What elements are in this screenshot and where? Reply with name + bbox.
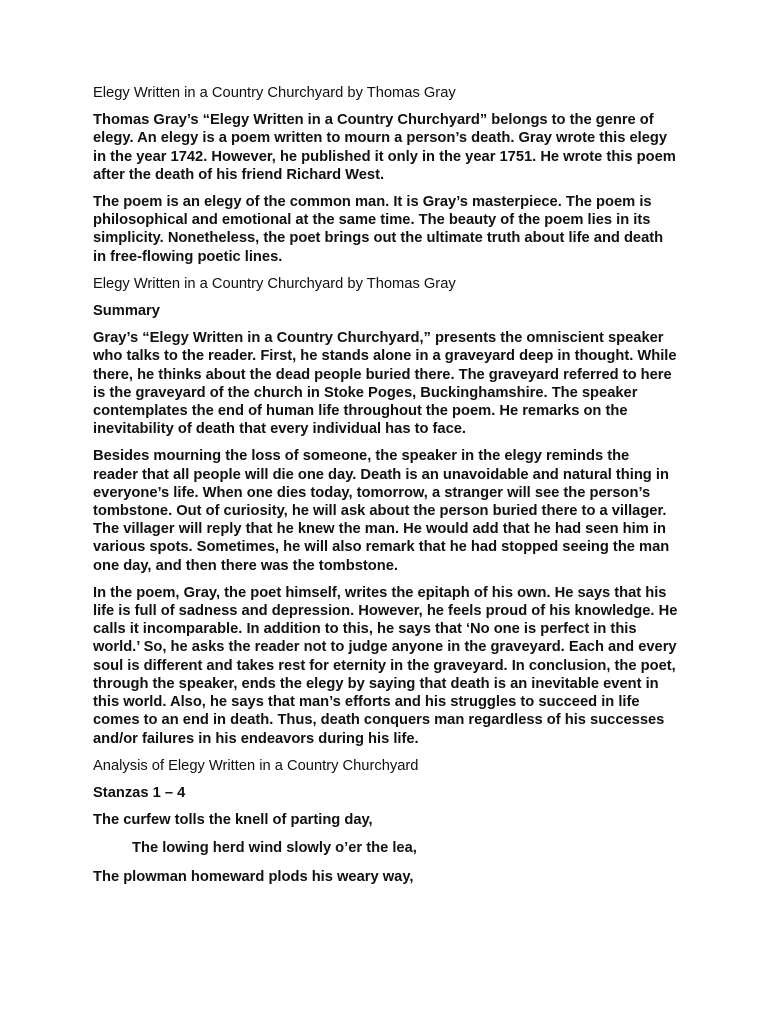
verse-line-1: The curfew tolls the knell of parting day, xyxy=(93,812,373,829)
document-title-repeat: Elegy Written in a Country Churchyard by Thomas Gray xyxy=(93,275,456,292)
verse-line-2: The lowing herd wind slowly o’er the lea, xyxy=(132,840,417,857)
verse-line-3: The plowman homeward plods his weary way, xyxy=(93,868,414,885)
intro-paragraph-1: Thomas Gray’s “Elegy Written in a Country Churchyard” belongs to the genre of elegy. An elegy is a poem written to mourn a person’s death. Gray wrote this elegy in the year 1742. However, he published it only in the year 1751. He wrote this poem after the death of his friend Richard West. xyxy=(93,112,676,183)
document-page xyxy=(93,84,678,896)
document-title: Elegy Written in a Country Churchyard by Thomas Gray xyxy=(93,85,456,101)
summary-paragraph-1: Gray’s “Elegy Written in a Country Churchyard,” presents the omniscient speaker who talks to the reader. First, he stands alone in a graveyard deep in thought. While there, he thinks about the dead people buried there. The graveyard referred to here is the graveyard of the church in Stoke Poges, Buckinghamshire. The speaker contemplates the end of human life throughout the poem. He remarks on the inevitability of death that every individual has to face. xyxy=(93,330,677,438)
stanza-heading: Stanzas 1 – 4 xyxy=(93,784,186,801)
summary-heading: Summary xyxy=(93,303,160,320)
analysis-heading: Analysis of Elegy Written in a Country Churchyard xyxy=(93,757,419,774)
summary-paragraph-3: In the poem, Gray, the poet himself, writes the epitaph of his own. He says that his life is full of sadness and depression. However, he feels proud of his knowledge. He calls it incomparable. In addition to this, he says that ‘No one is perfect in this world.’ So, he asks the reader not to judge anyone in the graveyard. Each and every soul is different and takes rest for eternity in the graveyard. In conclusion, the poet, through the speaker, ends the elegy by saying that death is an inevitable event in this world. Also, he says that man’s efforts and his struggles to succeed in life comes to an end in death. Thus, death conquers man regardless of his successes and/or failures in his endeavors during his life. xyxy=(93,584,678,747)
summary-paragraph-2: Besides mourning the loss of someone, the speaker in the elegy reminds the reader that all people will die one day. Death is an unavoidable and natural thing in everyone’s life. When one dies today, tomorrow, a stranger will see the person’s tombstone. Out of curiosity, he will ask about the person buried there to a villager. The villager will reply that he knew the man. He would add that he had seen him in various spots. Sometimes, he will also remark that he had stopped seeing the man one day, and then there was the tombstone. xyxy=(93,448,670,574)
intro-paragraph-2: The poem is an elegy of the common man. It is Gray’s masterpiece. The poem is philosophical and emotional at the same time. The beauty of the poem lies in its simplicity. Nonetheless, the poet brings out the ultimate truth about life and death in free-flowing poetic lines. xyxy=(93,194,664,265)
